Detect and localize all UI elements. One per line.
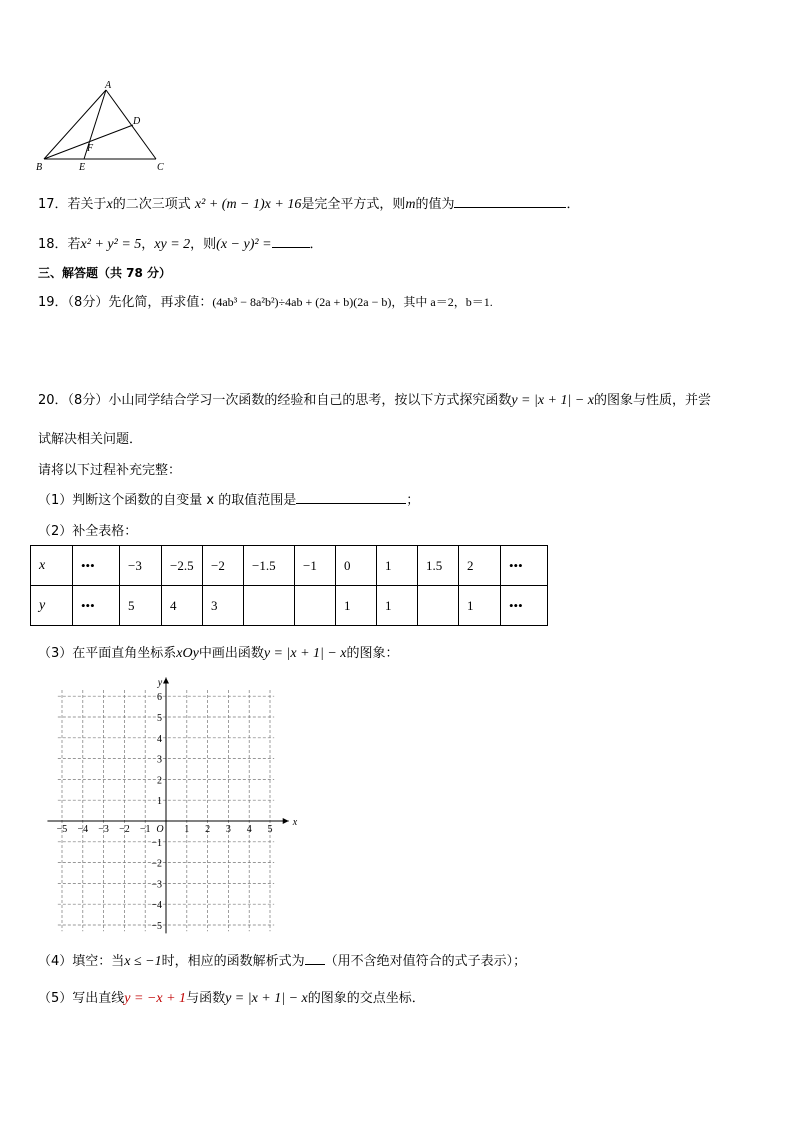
label-a: A	[105, 80, 112, 91]
coordinate-grid[interactable]	[40, 670, 300, 940]
label-e: E	[79, 162, 86, 173]
table-cell: −2	[203, 546, 244, 586]
question-19: 19．（8分）先化简，再求值：(4ab³ − 8a²b²)÷4ab + (2a + b)(2a − b)，其中 a＝2，b＝1.	[38, 295, 493, 310]
table-blank-cell[interactable]	[244, 586, 295, 626]
y-tick-label: 3	[157, 754, 162, 766]
x-tick-label: −1	[139, 824, 151, 835]
y-tick-label: 5	[157, 713, 162, 724]
table-cell: 3	[203, 586, 244, 626]
table-cell: 2	[459, 546, 501, 586]
table-blank-cell[interactable]	[418, 586, 459, 626]
question-20-part1: （1）判断这个函数的自变量 x 的取值范围是 ；	[38, 493, 420, 508]
q17-answer-blank[interactable]	[454, 195, 566, 208]
x-tick-label: 2	[205, 824, 211, 835]
question-20-line3: 请将以下过程补充完整：	[38, 463, 182, 478]
table-cell: −3	[120, 546, 162, 586]
table-blank-cell[interactable]	[295, 586, 336, 626]
x-tick-label: 1	[184, 824, 190, 835]
table-cell: 0	[336, 546, 377, 586]
table-cell: 1	[459, 586, 501, 626]
expression-answer-blank[interactable]	[305, 952, 325, 965]
q17-expression: x² + (m − 1)x + 16	[194, 197, 302, 212]
q20-function: y = |x + 1| − x	[511, 393, 595, 408]
origin-label: O	[156, 824, 164, 835]
x-tick-label: 5	[267, 824, 273, 835]
triangle-figure	[30, 78, 180, 178]
edge-ab	[44, 90, 106, 159]
table-cell: −1	[295, 546, 336, 586]
y-tick-label: 6	[157, 692, 162, 704]
x-tick-label: −2	[119, 824, 130, 835]
value-table	[30, 545, 548, 626]
table-cell: 1	[336, 586, 377, 626]
x-axis-arrow-icon	[283, 818, 289, 824]
y-tick-label: −4	[151, 900, 162, 912]
table-cell: −2.5	[162, 546, 203, 586]
table-cell: −1.5	[244, 546, 295, 586]
edge-ac	[106, 90, 156, 159]
table-cell: •••	[501, 586, 548, 626]
question-20-line2: 试解决相关问题．	[38, 432, 143, 447]
table-cell: •••	[501, 546, 548, 586]
x-tick-label: −4	[77, 824, 89, 835]
section-title: 三、解答题（共 78 分）	[38, 266, 172, 280]
label-f: F	[87, 143, 94, 154]
question-20-part3: （3）在平面直角坐标系xOy中画出函数y = |x + 1| − x的图象：	[38, 646, 399, 661]
x-axis-label: x	[292, 817, 298, 828]
domain-answer-blank[interactable]	[296, 491, 406, 504]
question-20-line1: 20．（8分）小山同学结合学习一次函数的经验和自己的思考，按以下方式探究函数y = |x + 1| − x的图象与性质，并尝	[38, 393, 712, 408]
table-cell: 1	[377, 586, 418, 626]
y-axis-arrow-icon	[163, 677, 169, 683]
x-tick-label: 3	[225, 824, 231, 835]
table-header-y: y	[31, 586, 73, 626]
y-tick-label: −5	[151, 921, 162, 932]
label-d: D	[133, 116, 141, 127]
y-tick-label: 2	[157, 775, 162, 787]
y-tick-label: −1	[151, 837, 162, 849]
q20-line-equation: y = −x + 1	[124, 991, 187, 1006]
question-20-part2: （2）补全表格：	[38, 524, 138, 539]
table-row-y	[31, 586, 548, 626]
question-20-part4: （4）填空：当x ≤ −1时，相应的函数解析式为 （用不含绝对值符合的式子表示）；	[38, 954, 527, 969]
question-20-part5: （5）写出直线y = −x + 1与函数y = |x + 1| − x的图象的交点坐标．	[38, 991, 425, 1006]
q18-answer-blank[interactable]	[272, 235, 310, 248]
table-header-x: x	[31, 546, 73, 586]
question-18: 18．若x² + y² = 5，xy = 2，则(x − y)² = ．	[38, 237, 323, 252]
table-cell: •••	[73, 546, 120, 586]
table-cell: 1.5	[418, 546, 459, 586]
y-tick-label: −3	[151, 879, 162, 891]
q19-expression: (4ab³ − 8a²b²)÷4ab + (2a + b)(2a − b)	[212, 295, 392, 309]
table-row-x	[31, 546, 548, 586]
x-tick-label: 4	[246, 824, 252, 835]
table-cell: •••	[73, 586, 120, 626]
y-tick-label: −2	[151, 858, 162, 870]
y-tick-label: 1	[157, 796, 162, 808]
label-c: C	[157, 162, 164, 173]
y-axis-label: y	[157, 677, 163, 689]
label-b: B	[36, 162, 43, 173]
y-tick-label: 4	[157, 733, 162, 745]
x-tick-label: −3	[98, 824, 109, 835]
question-17: 17．若关于x的二次三项式 x² + (m − 1)x + 16是完全平方式，则m的值为 ．	[38, 197, 580, 212]
x-tick-label: −5	[56, 824, 68, 835]
table-cell: 5	[120, 586, 162, 626]
table-cell: 1	[377, 546, 418, 586]
table-cell: 4	[162, 586, 203, 626]
